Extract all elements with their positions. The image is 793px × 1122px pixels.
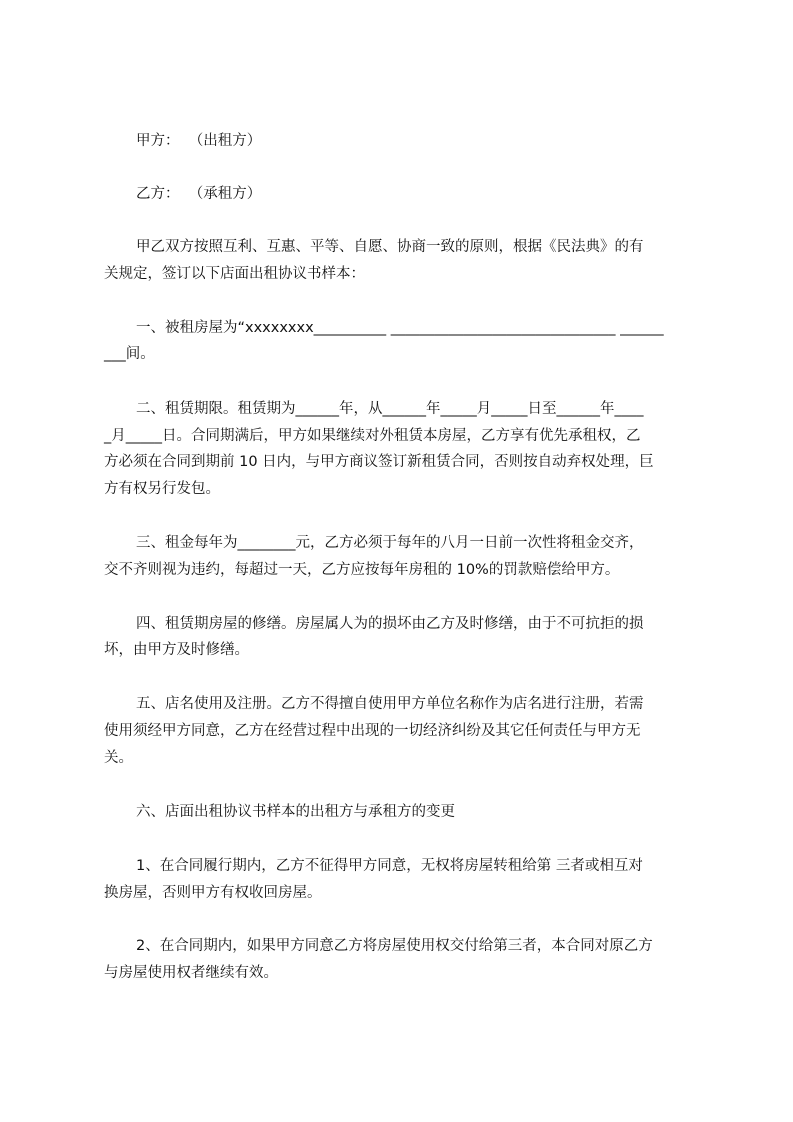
intro-paragraph-line-2: 关规定，签订以下店面出租协议书样本： (104, 266, 365, 282)
clause-1-line-2: ___间。 (104, 346, 155, 362)
clause-6-item-2-line-2: 与房屋使用权者继续有效。 (104, 965, 278, 981)
intro-paragraph-line-1: 甲乙双方按照互利、互惠、平等、自愿、协商一致的原则，根据《民法典》的有 (136, 239, 644, 255)
clause-4-line-2: 坏，由甲方及时修缮。 (104, 642, 249, 658)
clause-6-item-1-line-2: 换房屋，否则甲方有权收回房屋。 (104, 885, 322, 901)
clause-5-line-2: 使用须经甲方同意，乙方在经营过程中出现的一切经济纠纷及其它任何责任与甲方无 (104, 723, 641, 739)
clause-3-line-1: 三、租金每年为________元，乙方必须于每年的八月一日前一次性将租金交齐， (136, 535, 644, 551)
clause-6-item-1-line-1: 1、在合同履行期内，乙方不征得甲方同意，无权将房屋转租给第 三者或相互对 (136, 858, 643, 874)
party-a-line: 甲方： （出租方） (136, 133, 262, 149)
clause-2-line-1: 二、租赁期限。租赁期为______年，从______年_____月_____日至______年____ (136, 401, 644, 417)
clause-5-line-1: 五、店名使用及注册。乙方不得擅自使用甲方单位名称作为店名进行注册，若需 (136, 696, 644, 712)
clause-2-line-3: 方必须在合同到期前 10 日内，与甲方商议签订新租赁合同，否则按自动弃权处理，巨 (104, 454, 654, 470)
clause-2-line-2: _月_____日。合同期满后，甲方如果继续对外租赁本房屋，乙方享有优先承租权，乙 (104, 428, 641, 444)
clause-6-item-2-line-1: 2、在合同期内，如果甲方同意乙方将房屋使用权交付给第三者，本合同对原乙方 (136, 938, 653, 954)
clause-4-line-1: 四、租赁期房屋的修缮。房屋属人为的损坏由乙方及时修缮，由于不可抗拒的损 (136, 616, 644, 632)
clause-1-line-1: 一、被租房屋为“xxxxxxxx__________ _______________________________ ______ (136, 320, 664, 336)
party-b-line: 乙方： （承租方） (136, 186, 262, 202)
clause-2-line-4: 方有权另行发包。 (104, 481, 220, 497)
clause-6-heading: 六、店面出租协议书样本的出租方与承租方的变更 (136, 804, 455, 820)
clause-3-line-2: 交不齐则视为违约，每超过一天，乙方应按每年房租的 10%的罚款赔偿给甲方。 (104, 562, 620, 578)
clause-5-line-3: 关。 (104, 750, 133, 766)
